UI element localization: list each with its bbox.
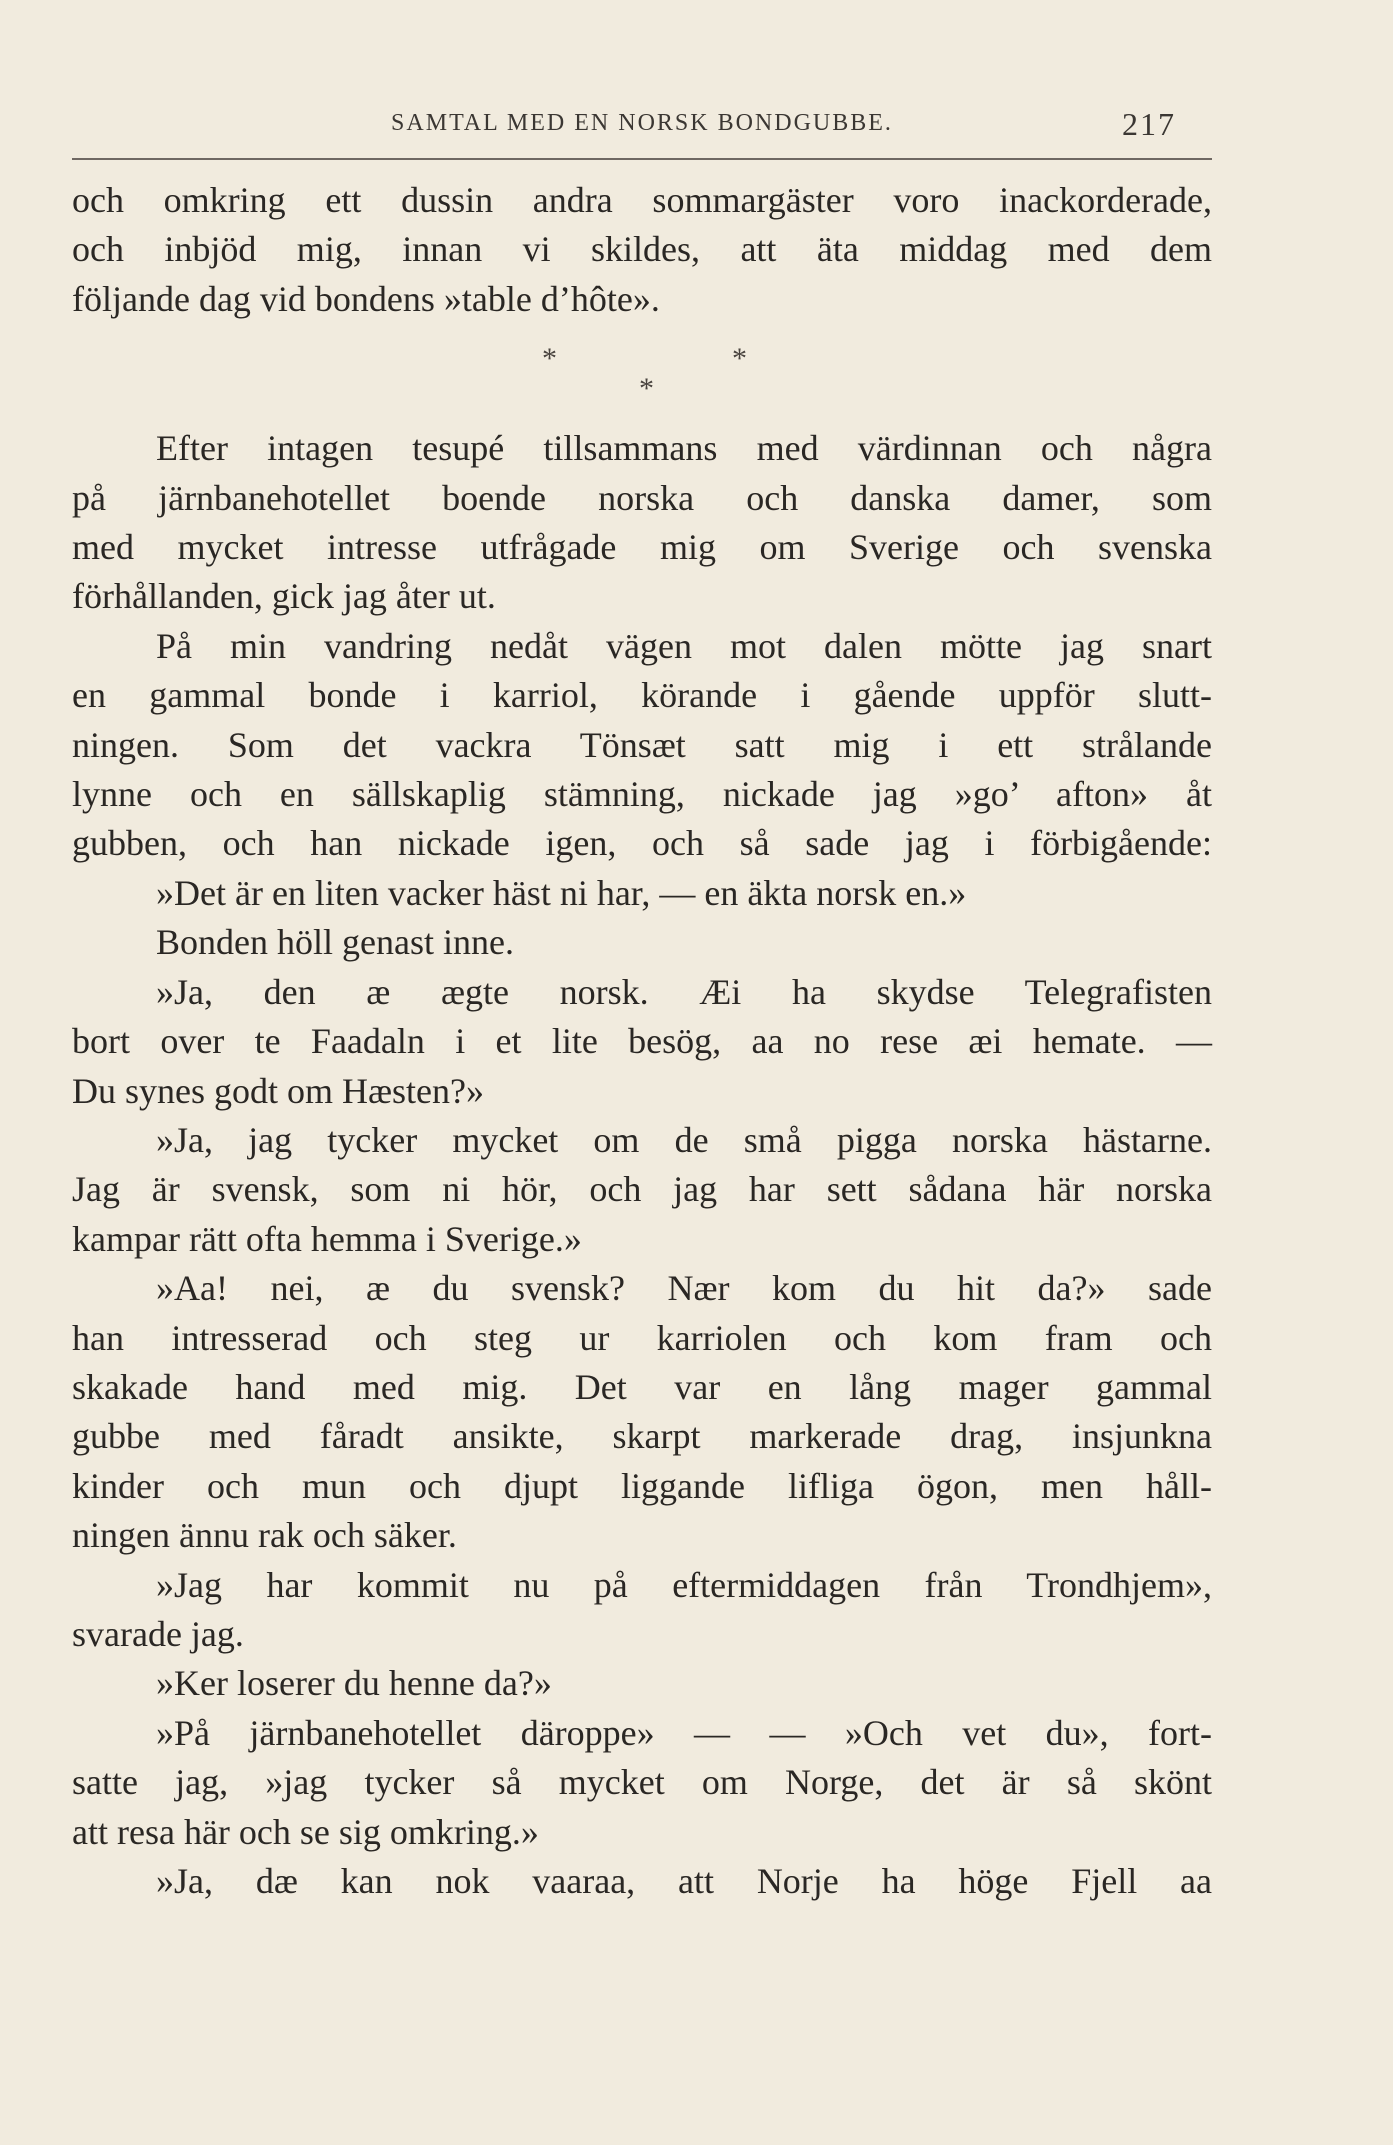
text-line: följande dag vid bondens »table d’hôte».	[72, 278, 660, 319]
text-line: Efter intagen tesupé tillsammans med värdinnan och några	[156, 428, 1212, 469]
text-line: och inbjöd mig, innan vi skildes, att äta middag med dem	[72, 229, 1212, 270]
text-line: kampar rätt ofta hemma i Sverige.»	[72, 1218, 582, 1259]
text-line: bort over te Faadaln i et lite besög, aa no rese æi hemate. —	[72, 1021, 1212, 1062]
running-title: SAMTAL MED EN NORSK BONDGUBBE.	[391, 110, 893, 136]
text-line: »Det är en liten vacker häst ni har, — en äkta norsk en.»	[156, 872, 967, 913]
asterisk-ornament: *	[639, 372, 654, 406]
text-line: och omkring ett dussin andra sommargäster voro inackorderade,	[72, 180, 1212, 220]
text-line: att resa här och se sig omkring.»	[72, 1811, 539, 1852]
text-line: »Aa! nei, æ du svensk? Nær kom du hit da?» sade	[156, 1268, 1212, 1309]
asterisk-ornament: *	[732, 342, 747, 376]
text-line: ningen. Som det vackra Tönsæt satt mig i ett strålande	[72, 724, 1212, 765]
section-break-asterism	[72, 324, 1212, 424]
text-line: lynne och en sällskaplig stämning, nickade jag »go’ afton» åt	[72, 774, 1212, 815]
header-rule	[72, 158, 1212, 160]
text-line: »Ja, den æ ægte norsk. Æi ha skydse Telegrafisten	[156, 971, 1212, 1012]
text-line: gubben, och han nickade igen, och så sade jag i förbigående:	[72, 823, 1212, 864]
asterisk-ornament: *	[542, 342, 557, 376]
text-line: förhållanden, gick jag åter ut.	[72, 576, 496, 617]
text-line: satte jag, »jag tycker så mycket om Norge, det är så skönt	[72, 1762, 1212, 1803]
text-line: »Ja, dæ kan nok vaaraa, att Norje ha höge Fjell aa	[156, 1861, 1212, 1901]
text-line: Du synes godt om Hæsten?»	[72, 1070, 484, 1111]
body-text	[72, 176, 1212, 1906]
text-line: På min vandring nedåt vägen mot dalen mötte jag snart	[156, 625, 1212, 666]
text-line: på järnbanehotellet boende norska och danska damer, som	[72, 477, 1212, 518]
text-line: svarade jag.	[72, 1613, 244, 1654]
text-line: med mycket intresse utfrågade mig om Sverige och svenska	[72, 527, 1212, 568]
text-line: skakade hand med mig. Det var en lång mager gammal	[72, 1366, 1212, 1407]
book-page	[72, 100, 1212, 1906]
text-line: »Ker loserer du henne da?»	[156, 1663, 552, 1704]
text-line: kinder och mun och djupt liggande lifliga ögon, men håll-	[72, 1465, 1212, 1506]
text-line: »Ja, jag tycker mycket om de små pigga norska hästarne.	[156, 1119, 1212, 1160]
text-line: gubbe med fåradt ansikte, skarpt markerade drag, insjunkna	[72, 1416, 1212, 1457]
text-line: »På järnbanehotellet däroppe» — — »Och vet du», fort-	[156, 1712, 1212, 1753]
text-line: ningen ännu rak och säker.	[72, 1515, 457, 1556]
text-line: »Jag har kommit nu på eftermiddagen från Trondhjem»,	[156, 1564, 1212, 1605]
page-number: 217	[1122, 106, 1176, 142]
text-line: Jag är svensk, som ni hör, och jag har sett sådana här norska	[72, 1169, 1212, 1210]
text-line: han intresserad och steg ur karriolen och kom fram och	[72, 1317, 1212, 1358]
text-line: Bonden höll genast inne.	[156, 922, 514, 963]
text-line: en gammal bonde i karriol, körande i gående uppför slutt-	[72, 675, 1212, 716]
running-head	[72, 100, 1212, 146]
